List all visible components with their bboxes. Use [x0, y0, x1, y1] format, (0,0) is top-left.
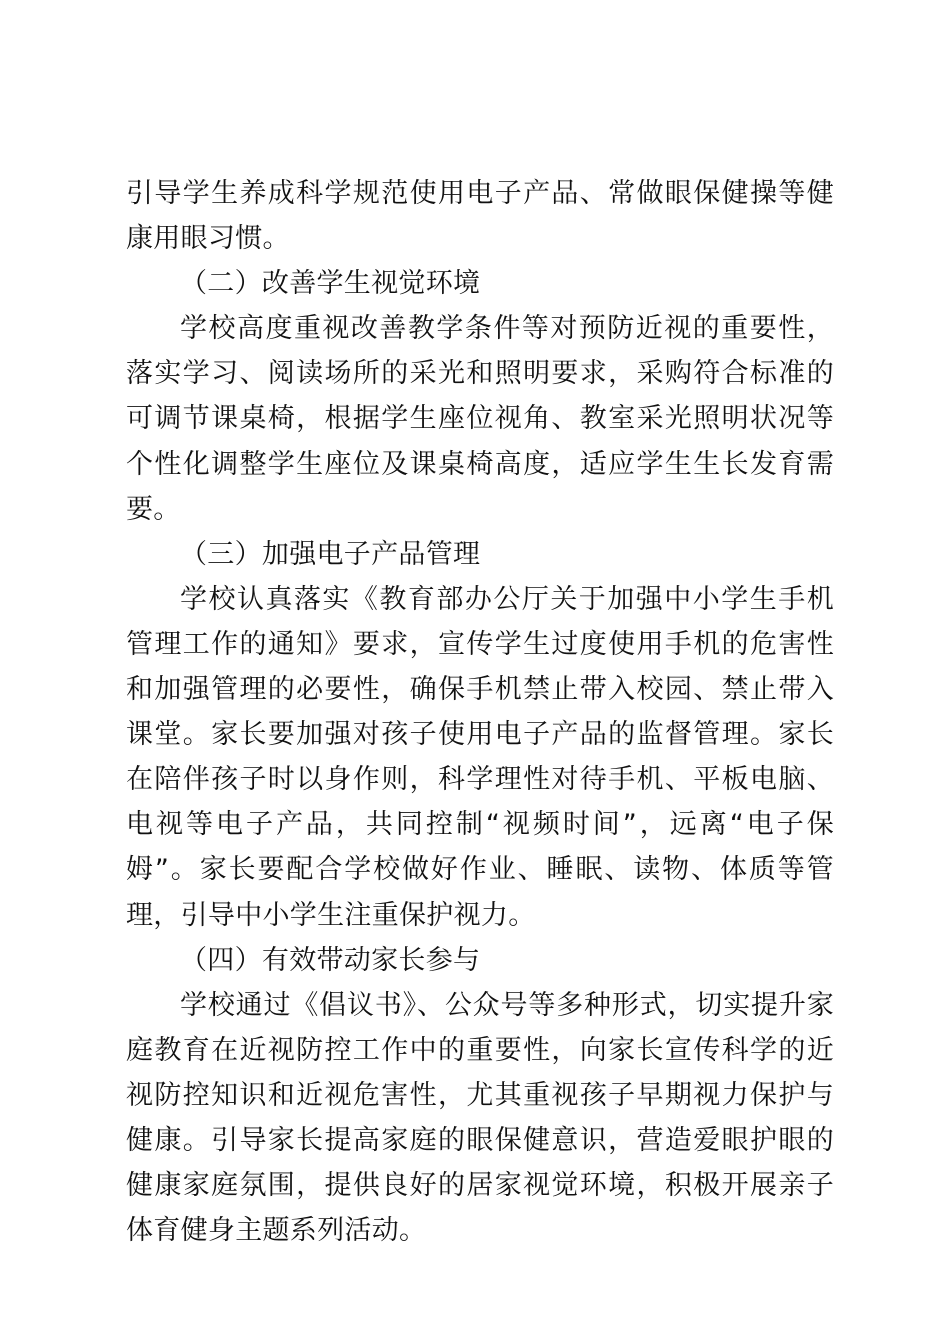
section-heading-3: （三）加强电子产品管理 [180, 538, 481, 570]
continuation-paragraph: 引导学生养成科学规范使用电子产品、常做眼保健操等健康用眼习惯。 [126, 178, 834, 255]
section-body-3: 学校认真落实《教育部办公厅关于加强中小学生手机管理工作的通知》要求，宣传学生过度使用手机的危害性和加强管理的必要性，确保手机禁止带入校园、禁止带入课堂。家长要加强对孩子使用电子产品的监督管理。家长在陪伴孩子时以身作则，科学理性对待手机、平板电脑、电视等电子产品，共同控制“视频时间”，远离“电子保姆”。家长要配合学校做好作业、睡眠、读物、体质等管理，引导中小学生注重保护视力。 [126, 583, 834, 931]
section-body-2: 学校高度重视改善教学条件等对预防近视的重要性，落实学习、阅读场所的采光和照明要求，采购符合标准的可调节课桌椅，根据学生座位视角、教室采光照明状况等个性化调整学生座位及课桌椅高度，适应学生生长发育需要。 [126, 313, 834, 525]
section-body-4: 学校通过《倡议书》、公众号等多种形式，切实提升家庭教育在近视防控工作中的重要性，向家长宣传科学的近视防控知识和近视危害性，尤其重视孩子早期视力保护与健康。引导家长提高家庭的眼保健意识，营造爱眼护眼的健康家庭氛围，提供良好的居家视觉环境，积极开展亲子体育健身主题系列活动。 [126, 989, 834, 1247]
section-heading-2: （二）改善学生视觉环境 [180, 268, 481, 300]
document-body [126, 171, 834, 1253]
section-heading-4: （四）有效带动家长参与 [180, 944, 481, 976]
